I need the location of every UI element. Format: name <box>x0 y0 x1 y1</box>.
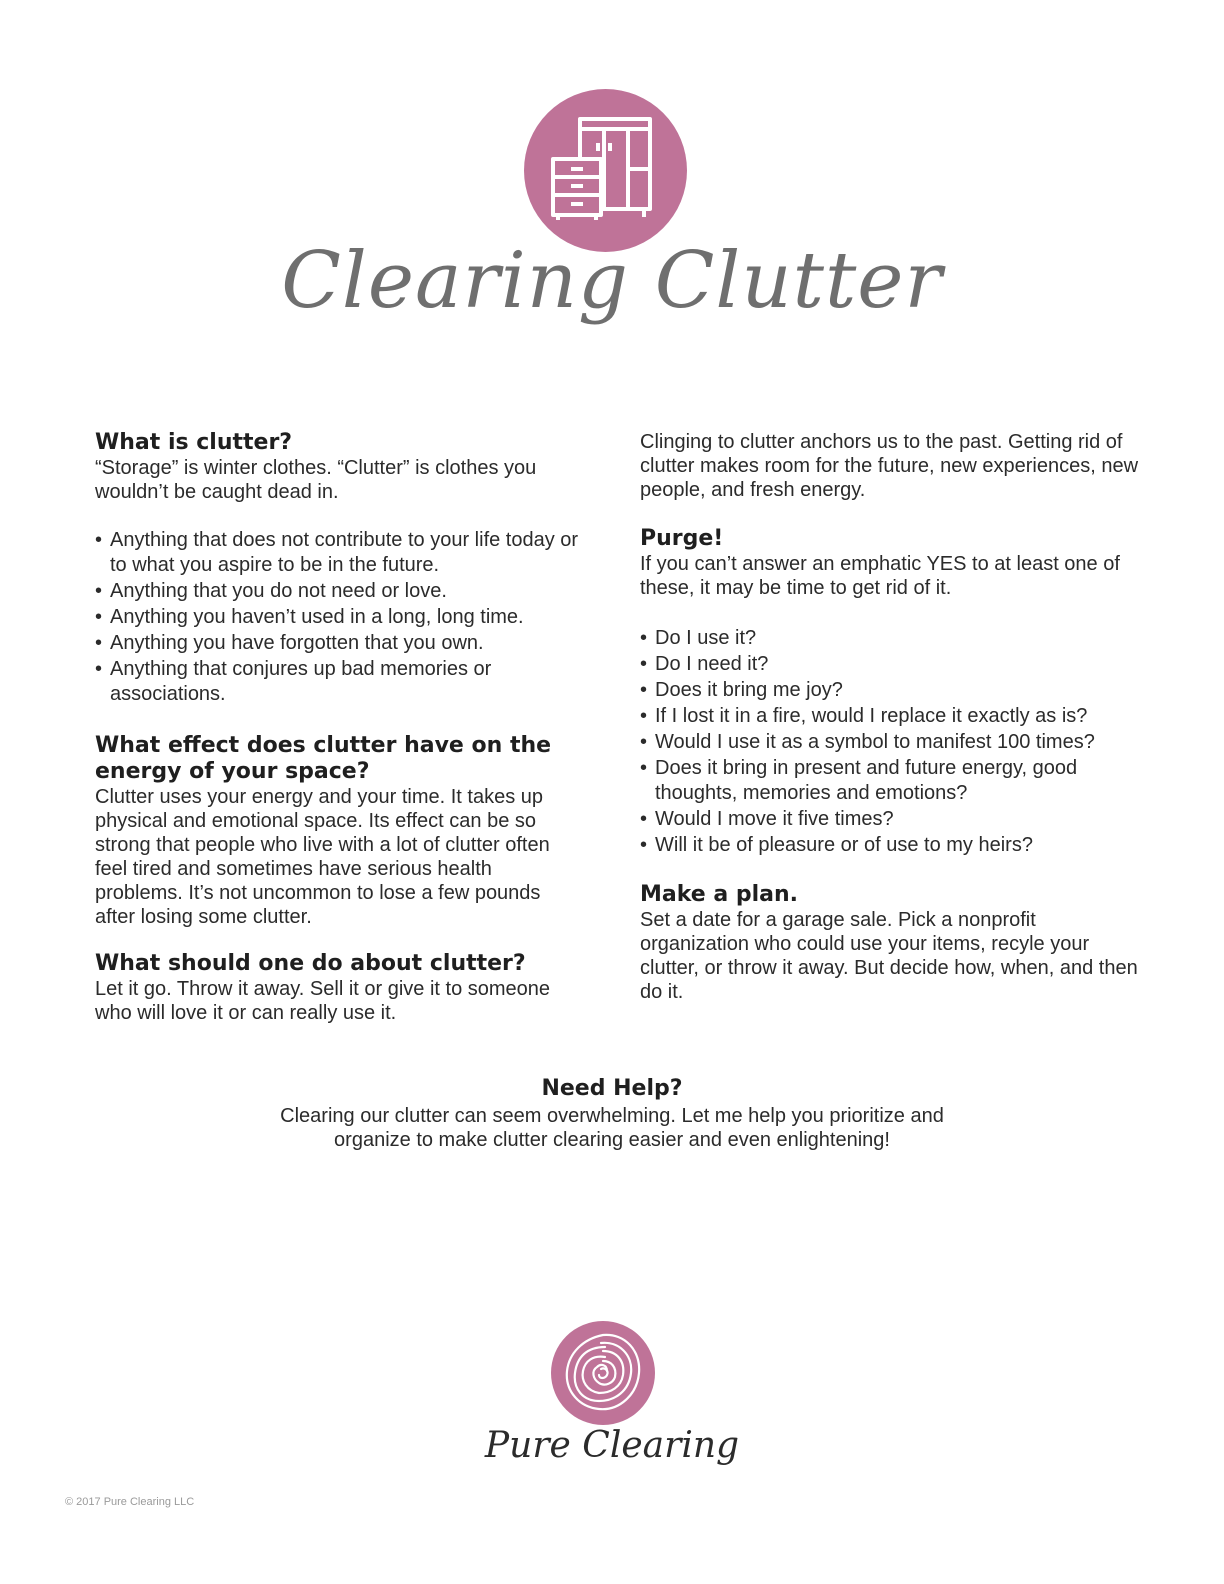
wardrobe-icon <box>524 89 687 252</box>
purge-intro: If you can’t answer an emphatic YES to at least one of these, it may be time to get rid of it. <box>640 553 1120 599</box>
right-intro: Clinging to clutter anchors us to the past. Getting rid of clutter makes room for the future, new experiences, new people, and fresh energy. <box>640 431 1139 501</box>
list-item: • Anything that does not contribute to your life today or to what you aspire to be in the future. <box>95 528 585 578</box>
what-is-list <box>95 528 585 707</box>
list-item: • Do I use it? <box>640 626 1140 651</box>
plan-heading: Make a plan. <box>640 882 799 907</box>
list-item: • Does it bring in present and future energy, good thoughts, memories and emotions? <box>640 756 1140 806</box>
brand-name: Pure Clearing <box>484 1425 740 1466</box>
effect-heading: What effect does clutter have on the energy of your space? <box>95 733 552 784</box>
purge-list <box>640 626 1140 858</box>
brand-logo-circle <box>551 1321 655 1425</box>
list-item: • If I lost it in a fire, would I replace it exactly as is? <box>640 704 1140 729</box>
list-item: • Anything that conjures up bad memories or associations. <box>95 657 585 707</box>
list-item: • Anything that you do not need or love. <box>95 579 585 604</box>
what-is-intro: “Storage” is winter clothes. “Clutter” is clothes you wouldn’t be caught dead in. <box>95 457 537 503</box>
page-title: Clearing Clutter <box>281 236 943 326</box>
plan-body: Set a date for a garage sale. Pick a nonprofit organization who could use your items, recyle your clutter, or throw it away. But decide how, when, and then do it. <box>640 909 1138 1003</box>
purge-heading: Purge! <box>640 526 724 551</box>
right-column <box>640 430 1140 1004</box>
what-do-heading: What should one do about clutter? <box>95 951 526 976</box>
list-item: • Would I use it as a symbol to manifest 100 times? <box>640 730 1140 755</box>
effect-body: Clutter uses your energy and your time. It takes up physical and emotional space. Its effect can be so strong that people who live with a lot of clutter often feel tired and sometimes have serious health problems. It’s not uncommon to lose a few pounds after losing some clutter. <box>95 786 550 928</box>
need-help-body: Clearing our clutter can seem overwhelming. Let me help you prioritize and organize to make clutter clearing easier and even enlightening! <box>280 1105 944 1151</box>
copyright: © 2017 Pure Clearing LLC <box>65 1496 195 1508</box>
list-item: • Do I need it? <box>640 652 1140 677</box>
list-item: • Will it be of pleasure or of use to my heirs? <box>640 833 1140 858</box>
list-item: • Anything you have forgotten that you own. <box>95 631 585 656</box>
what-is-heading: What is clutter? <box>95 430 293 455</box>
need-help-section <box>0 1076 1224 1152</box>
header-icon-circle <box>524 89 687 252</box>
left-column <box>95 430 585 1025</box>
spiral-rose-icon <box>551 1321 655 1425</box>
list-item: • Does it bring me joy? <box>640 678 1140 703</box>
need-help-heading: Need Help? <box>541 1076 683 1101</box>
what-do-body: Let it go. Throw it away. Sell it or give it to someone who will love it or can really use it. <box>95 978 551 1024</box>
list-item: • Anything you haven’t used in a long, long time. <box>95 605 585 630</box>
list-item: • Would I move it five times? <box>640 807 1140 832</box>
